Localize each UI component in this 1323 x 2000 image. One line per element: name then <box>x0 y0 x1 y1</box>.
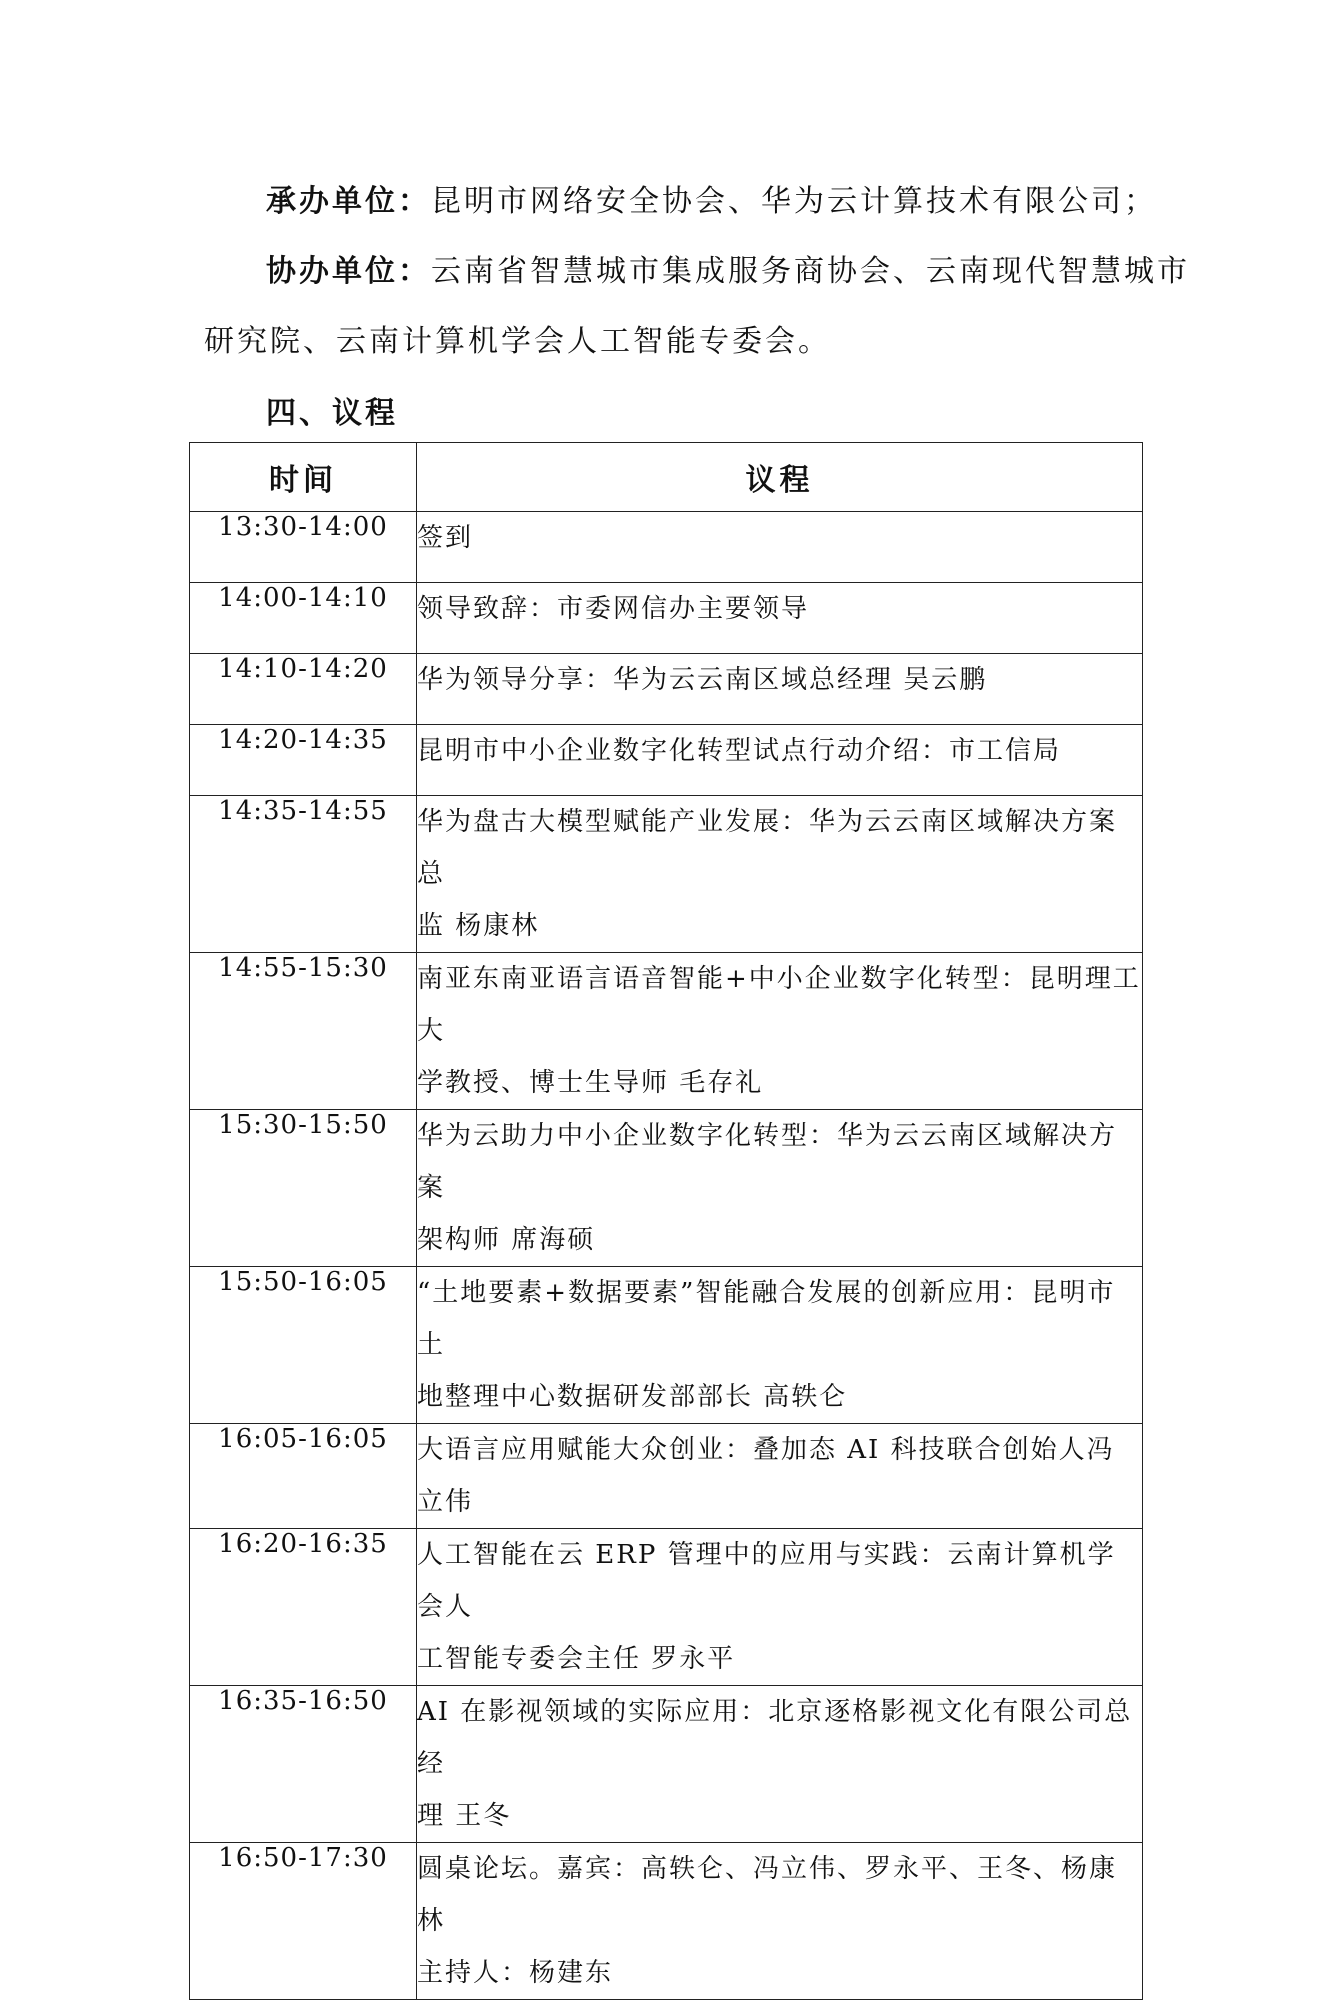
row-agenda <box>417 512 1143 583</box>
coorganizer-label: 协办单位： <box>266 254 431 289</box>
row-agenda-line: 理 王冬 <box>417 1801 512 1831</box>
table-row <box>190 1267 1143 1424</box>
table-row <box>190 583 1143 654</box>
row-agenda <box>417 725 1143 796</box>
table-row <box>190 953 1143 1110</box>
table-row <box>190 654 1143 725</box>
table-row <box>190 1843 1143 2000</box>
row-agenda-line: 工智能专委会主任 罗永平 <box>417 1644 736 1674</box>
header-time: 时间 <box>190 443 417 512</box>
organizer-label: 承办单位： <box>266 184 431 219</box>
row-agenda <box>417 654 1143 725</box>
row-agenda-line: 华为云助力中小企业数字化转型：华为云云南区域解决方案 <box>417 1121 1118 1203</box>
table-row <box>190 1424 1143 1529</box>
agenda-table <box>189 442 1143 2000</box>
row-time: 16:35-16:50 <box>190 1686 417 1843</box>
row-agenda-line: 南亚东南亚语言语音智能+中小企业数字化转型：昆明理工大 <box>417 964 1141 1046</box>
row-agenda <box>417 1529 1143 1686</box>
table-row <box>190 1529 1143 1686</box>
header-agenda: 议程 <box>417 443 1143 512</box>
row-agenda-line: 人工智能在云 ERP 管理中的应用与实践：云南计算机学会人 <box>417 1540 1116 1622</box>
row-agenda-line: 签到 <box>417 523 474 553</box>
table-row <box>190 796 1143 953</box>
row-agenda-line: 大语言应用赋能大众创业：叠加态 AI 科技联合创始人冯立伟 <box>417 1435 1115 1517</box>
row-agenda-line: 昆明市中小企业数字化转型试点行动介绍：市工信局 <box>417 736 1062 766</box>
row-agenda-line: 圆桌论坛。嘉宾：高轶仑、冯立伟、罗永平、王冬、杨康林 <box>417 1854 1118 1936</box>
section-title: 四、议程 <box>266 396 398 431</box>
row-agenda-line: 主持人：杨建东 <box>417 1958 614 1988</box>
organizer-paragraph <box>0 176 1323 220</box>
row-agenda <box>417 1110 1143 1267</box>
row-agenda <box>417 796 1143 953</box>
row-time: 16:50-17:30 <box>190 1843 417 2000</box>
table-row <box>190 1110 1143 1267</box>
row-agenda <box>417 1267 1143 1424</box>
row-agenda <box>417 583 1143 654</box>
row-time: 14:00-14:10 <box>190 583 417 654</box>
row-agenda <box>417 1843 1143 2000</box>
row-time: 13:30-14:00 <box>190 512 417 583</box>
row-time: 14:55-15:30 <box>190 953 417 1110</box>
row-time: 15:30-15:50 <box>190 1110 417 1267</box>
row-time: 16:20-16:35 <box>190 1529 417 1686</box>
row-agenda <box>417 1424 1143 1529</box>
row-agenda-line: 学教授、博士生导师 毛存礼 <box>417 1068 764 1098</box>
coorganizer-text-line1: 云南省智慧城市集成服务商协会、云南现代智慧城市 <box>431 254 1190 289</box>
row-time: 14:20-14:35 <box>190 725 417 796</box>
row-agenda-line: 架构师 席海硕 <box>417 1225 596 1255</box>
row-agenda-line: 华为领导分享：华为云云南区域总经理 吴云鹏 <box>417 665 988 695</box>
row-agenda <box>417 953 1143 1110</box>
table-row <box>190 725 1143 796</box>
coorganizer-text-line2: 研究院、云南计算机学会人工智能专委会。 <box>204 324 831 359</box>
row-agenda-line: 华为盘古大模型赋能产业发展：华为云云南区域解决方案总 <box>417 807 1118 889</box>
row-time: 15:50-16:05 <box>190 1267 417 1424</box>
table-row <box>190 512 1143 583</box>
row-time: 14:35-14:55 <box>190 796 417 953</box>
organizer-text: 昆明市网络安全协会、华为云计算技术有限公司； <box>431 184 1157 219</box>
row-agenda-line: AI 在影视领域的实际应用：北京逐格影视文化有限公司总经 <box>417 1697 1133 1779</box>
row-agenda-line: “土地要素+数据要素”智能融合发展的创新应用：昆明市土 <box>417 1278 1116 1360</box>
agenda-header-row <box>190 443 1143 512</box>
row-agenda <box>417 1686 1143 1843</box>
row-time: 14:10-14:20 <box>190 654 417 725</box>
table-row <box>190 1686 1143 1843</box>
row-agenda-line: 领导致辞：市委网信办主要领导 <box>417 594 810 624</box>
row-time: 16:05-16:05 <box>190 1424 417 1529</box>
row-agenda-line: 地整理中心数据研发部部长 高轶仑 <box>417 1382 848 1412</box>
row-agenda-line: 监 杨康林 <box>417 911 540 941</box>
coorganizer-paragraph <box>0 246 1323 359</box>
